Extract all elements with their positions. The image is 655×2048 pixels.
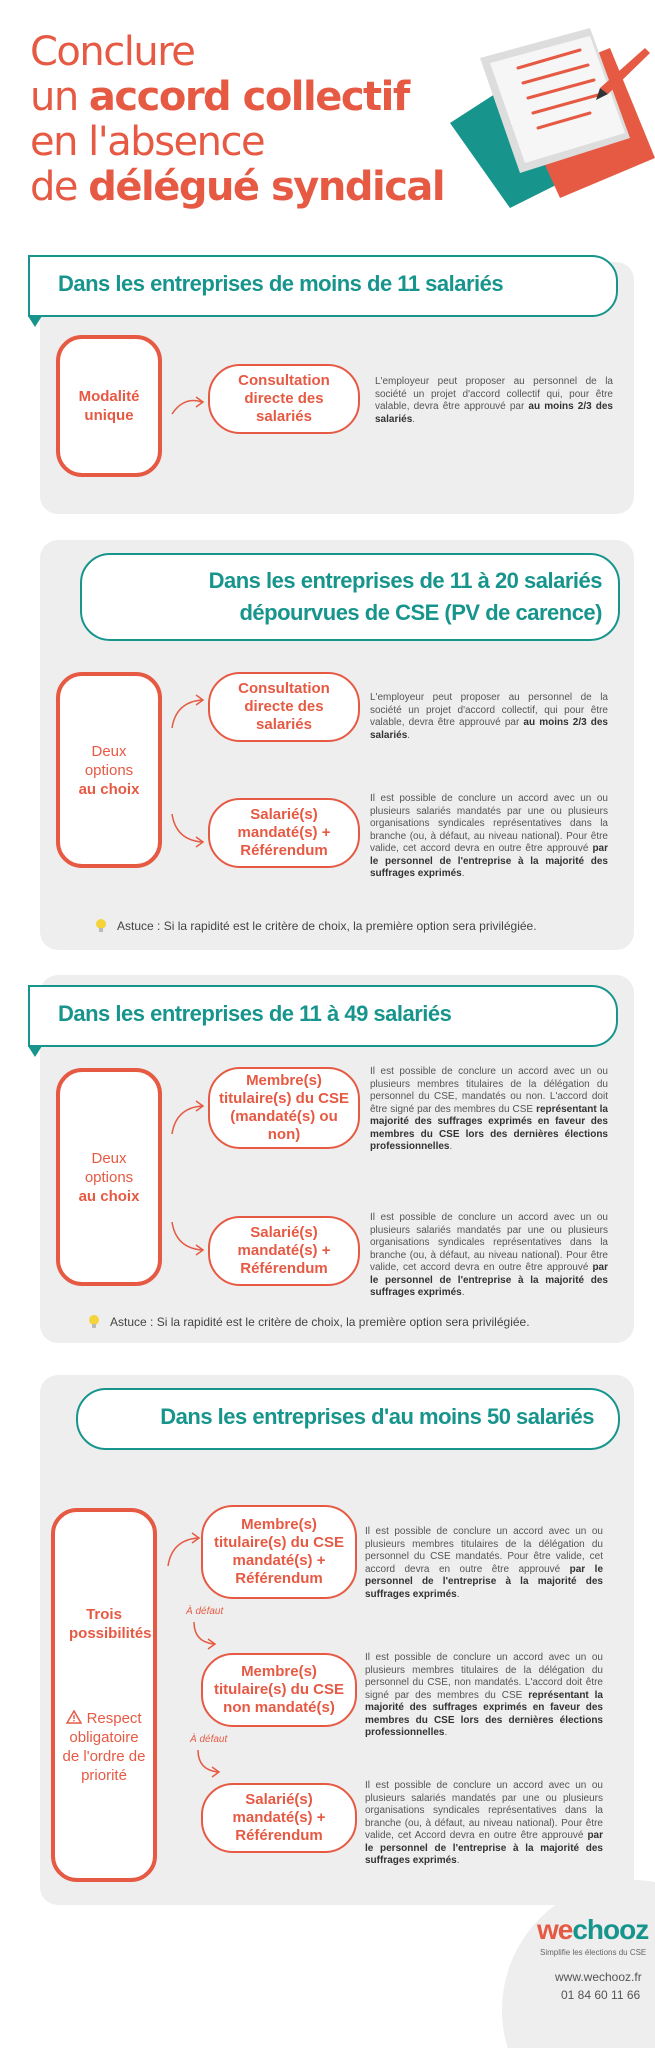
section-banner-11-49: Dans les entreprises de 11 à 49 salariés <box>28 985 618 1047</box>
option-description: Il est possible de conclure un accord avec un ou plusieurs salariés mandatés par une ou plusieurs organisations syndicales représentatives dans la branche (ou, à défaut, au niveau national). Pour être valide, cet accord devra en outre être approuvé par le personnel de l'entreprise à la majorité des suffrages exprimés. <box>370 793 608 879</box>
option-description: L'employeur peut proposer au personnel de la société un projet d'accord collectif, qui pour être valable, devra être approuvé par au moins 2/3 des salariés. <box>370 692 608 741</box>
option-description: Il est possible de conclure un accord avec un ou plusieurs membres titulaires de la délégation du personnel du CSE mandatés. Pour être valide, cet accord devra en outre être approuvé par le personnel de l'entreprise à la majorité des suffrages exprimés. <box>365 1526 604 1600</box>
documents-illustration <box>440 28 655 208</box>
fallback-label: À défaut <box>190 1734 228 1745</box>
tip: Astuce : Si la rapidité est le critère de choix, la première option sera privilégiée. <box>88 1314 530 1330</box>
wechooz-logo: wechooz <box>537 1914 649 1945</box>
option-pill: Salarié(s) mandaté(s) + Référendum <box>208 1216 360 1286</box>
title-line-1: Conclure <box>30 29 195 75</box>
tip: Astuce : Si la rapidité est le critère de choix, la première option sera privilégiée. <box>95 918 537 934</box>
main-title <box>30 30 470 210</box>
main-choice-pill: Trois possibilités Respect obligatoire de l'ordre de priorité <box>51 1508 157 1882</box>
footer-background <box>502 1880 655 2048</box>
priority-warning: Respect obligatoire de l'ordre de priorité <box>62 1710 146 1784</box>
section-banner-lt11: Dans les entreprises de moins de 11 salariés <box>28 255 618 317</box>
website-link[interactable]: www.wechooz.fr <box>555 1970 642 1984</box>
option-description: Il est possible de conclure un accord avec un ou plusieurs salariés mandatés par une ou plusieurs organisations syndicales représentatives dans la branche (ou, à défaut, au niveau national). Pour être valide, cet accord devra en outre être approuvé par le personnel de l'entreprise à la majorité des suffrages exprimés. <box>370 1212 608 1298</box>
phone-number: 01 84 60 11 66 <box>561 1988 641 2002</box>
option-pill: Salarié(s) mandaté(s) + Référendum <box>201 1783 357 1853</box>
arrow-icon <box>168 390 208 420</box>
main-choice-pill: Deux options au choix <box>56 1068 162 1286</box>
main-modality-pill: Modalité unique <box>56 335 162 477</box>
fallback-label: À défaut <box>186 1606 224 1617</box>
option-description: Il est possible de conclure un accord avec un ou plusieurs salariés mandatés par une ou plusieurs organisations syndicales représentatives dans la branche (ou, à défaut, au niveau national). Pour être valide, cet Accord devra en outre être approuvé par le personnel de l'entreprise à la majorité des suffrages exprimés. <box>365 1780 603 1866</box>
arrow-down-icon <box>168 1218 208 1258</box>
option-pill: Salarié(s) mandaté(s) + Référendum <box>208 798 360 868</box>
title-line-3: en l'absence <box>30 119 265 165</box>
arrow-down-icon <box>194 1748 224 1778</box>
arrow-up-icon <box>168 1098 208 1138</box>
arrow-up-icon <box>164 1530 204 1570</box>
main-choice-pill: Deux options au choix <box>56 672 162 868</box>
title-line-4: de délégué syndical <box>30 164 445 210</box>
option-pill: Consultation directe des salariés <box>208 364 360 434</box>
option-description: Il est possible de conclure un accord avec un ou plusieurs membres titulaires de la délégation du personnel du CSE, mandatés ou non. L'accord doit être signé par des membres du CSE représentant la majorité des suffrages exprimés en faveur des membres du CSE lors des dernières élections professionnelles. <box>370 1066 608 1152</box>
title-line-2: un accord collectif <box>30 74 409 120</box>
option-pill: Membre(s) titulaire(s) du CSE (mandaté(s) ou non) <box>208 1067 360 1149</box>
arrow-up-icon <box>168 692 208 732</box>
option-description: Il est possible de conclure un accord avec un ou plusieurs membres titulaires de la délégation du personnel du CSE, non mandatés. L'accord doit être signé par des membres du CSE représentant la majorité des suffrages exprimés en faveur des membres du CSE lors des dernières élections professionnelles. <box>365 1652 603 1738</box>
option-pill: Consultation directe des salariés <box>208 672 360 742</box>
arrow-down-icon <box>168 810 208 850</box>
section-banner-11-20: Dans les entreprises de 11 à 20 salariés dépourvues de CSE (PV de carence) <box>80 553 620 641</box>
banner-notch <box>28 1046 42 1057</box>
option-pill: Membre(s) titulaire(s) du CSE non mandaté(s) <box>201 1653 357 1727</box>
warning-icon <box>66 1710 82 1724</box>
lightbulb-icon <box>95 918 107 934</box>
option-pill: Membre(s) titulaire(s) du CSE mandaté(s) + Référendum <box>201 1505 357 1599</box>
option-description: L'employeur peut proposer au personnel de la société un projet d'accord collectif qui, pour être valable, devra être approuvé par au moins 2/3 des salariés. <box>375 376 613 425</box>
section-banner-50plus: Dans les entreprises d'au moins 50 salariés <box>76 1388 620 1450</box>
lightbulb-icon <box>88 1314 100 1330</box>
banner-notch <box>28 316 42 327</box>
tagline: Simplifie les élections du CSE <box>540 1948 647 1957</box>
arrow-down-icon <box>190 1620 220 1650</box>
